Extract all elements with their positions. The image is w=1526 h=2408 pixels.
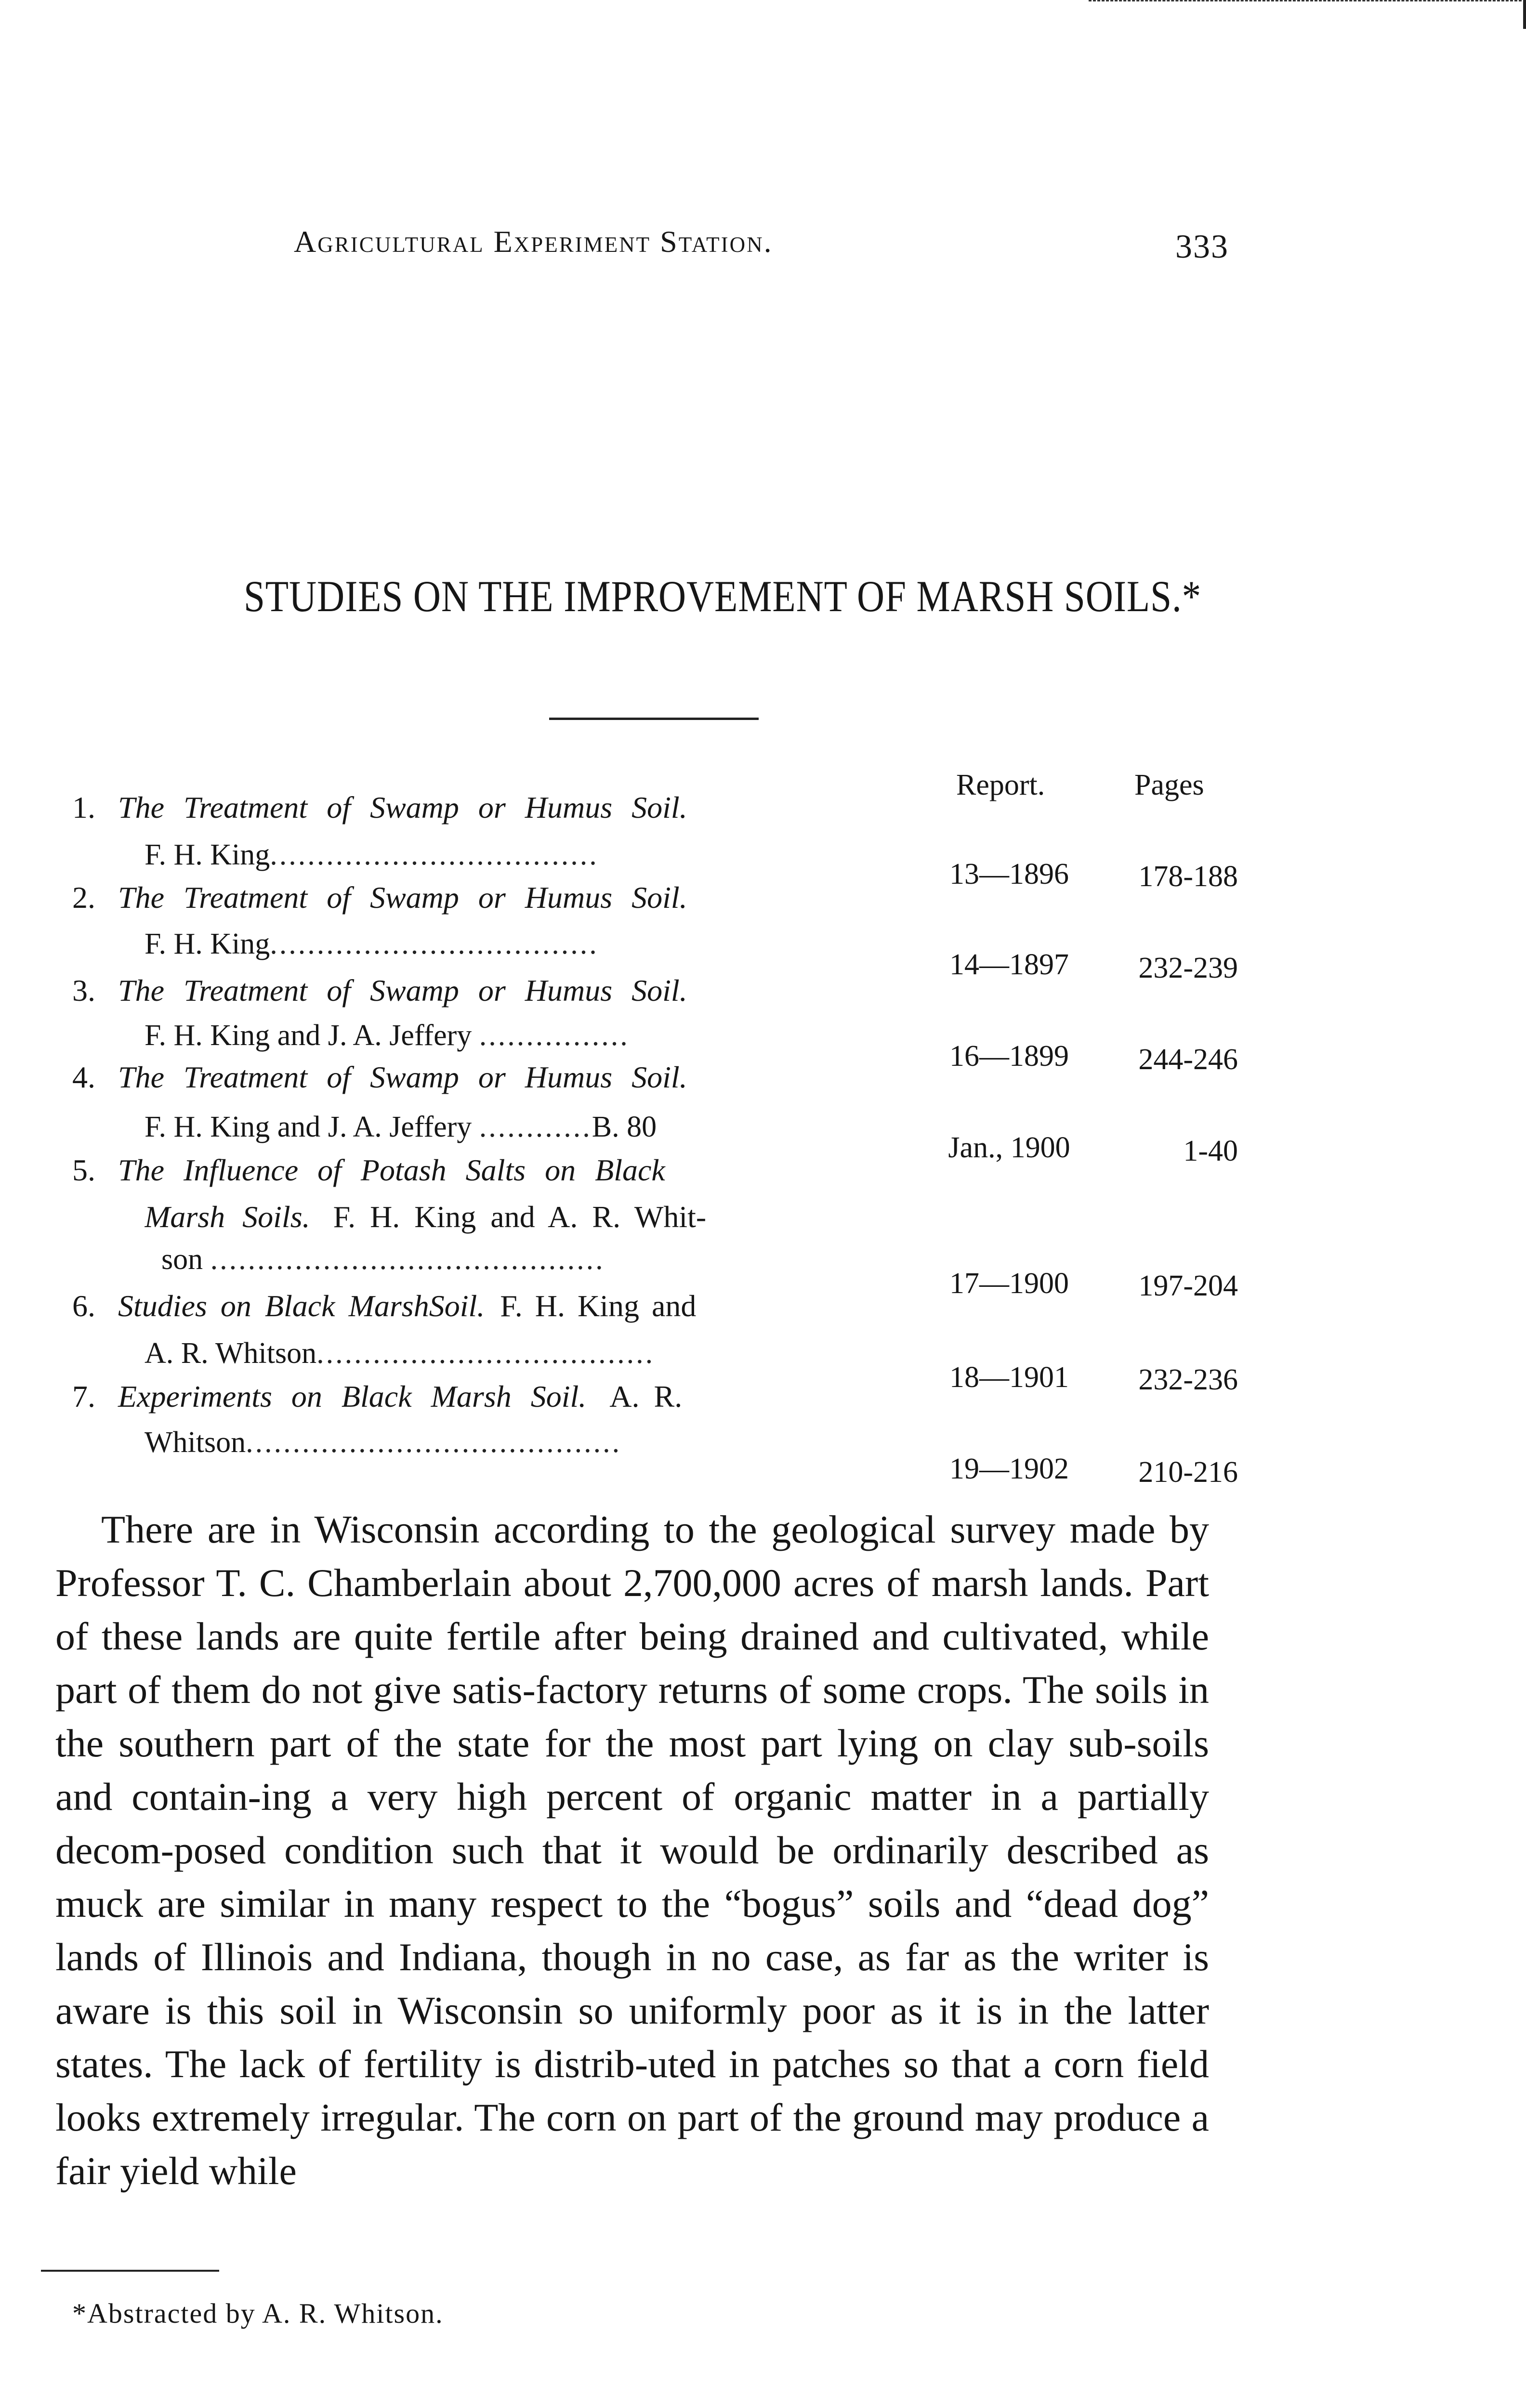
reference-number: 7.	[72, 1379, 95, 1413]
reference-authors: F. H. King	[145, 838, 270, 871]
leader-dots: ............	[479, 1111, 592, 1143]
reference-pages: 210-216	[1138, 1456, 1238, 1489]
reference-pages: 232-239	[1138, 952, 1238, 984]
reference-report: 18—1901	[949, 1361, 1069, 1394]
reference-author-line	[145, 1426, 877, 1460]
reference-title-line	[72, 1152, 872, 1188]
reference-title-line	[72, 973, 872, 1008]
title-divider	[549, 718, 759, 720]
leader-dots: ....................................	[316, 1337, 655, 1370]
reference-authors: F. H. King	[145, 928, 270, 960]
reference-report: 19—1902	[949, 1453, 1069, 1485]
reference-title: The Treatment of Swamp or Humus Soil.	[118, 1060, 687, 1094]
reference-title-line	[72, 790, 872, 825]
reference-number: 1.	[72, 790, 95, 824]
reference-title-line	[72, 1379, 872, 1414]
reference-author-line	[145, 1019, 877, 1053]
reference-authors: F. H. King and J. A. Jeffery	[145, 1111, 472, 1143]
reference-authors-part1: A. R.	[609, 1379, 683, 1413]
reference-pages: 1-40	[1183, 1135, 1238, 1167]
page-number: 333	[1175, 228, 1229, 265]
running-head: Agricultural Experiment Station.	[294, 224, 773, 259]
reference-pages: 197-204	[1138, 1269, 1238, 1302]
reference-title: The Treatment of Swamp or Humus Soil.	[118, 790, 687, 824]
reference-title: Experiments on Black Marsh Soil.	[118, 1379, 587, 1413]
reference-pages: 232-236	[1138, 1363, 1238, 1396]
footnote: *Abstracted by A. R. Whitson.	[72, 2298, 444, 2329]
reference-authors-part1: F. H. King and	[500, 1289, 697, 1323]
reference-title-part2: Marsh Soils.	[145, 1200, 310, 1234]
footnote-divider	[41, 2270, 219, 2272]
reference-report: 13—1896	[949, 858, 1069, 890]
leader-dots: ...................................	[270, 928, 599, 960]
reference-author-line	[145, 1336, 877, 1371]
reference-number: 3.	[72, 973, 95, 1008]
reference-title: The Influence of Potash Salts on Black	[118, 1153, 665, 1187]
leader-dots: ..........................................	[210, 1243, 605, 1276]
report-column-header: Report.	[956, 769, 1045, 801]
reference-title: The Treatment of Swamp or Humus Soil.	[118, 973, 687, 1008]
reference-report: 14—1897	[949, 948, 1069, 981]
reference-author-line	[145, 838, 877, 872]
reference-title-line	[72, 880, 872, 916]
article-title: STUDIES ON THE IMPROVEMENT OF MARSH SOILS.*	[243, 572, 1202, 621]
body-paragraph: There are in Wisconsin according to the geological survey made by Professor T. C. Chamberlain about 2,700,000 acres of marsh lands. Part of these lands are quite fertile after being drained and cultivated, while part of them do not give satis-factory returns of some crops. The soils in the southern part of the state for the most part lying on clay sub-soils and contain-ing a very high percent of organic matter in a partially decom-posed condition such that it would be ordinarily described as muck are similar in many respect to the “bogus” soils and “dead dog” lands of Illinois and Indiana, though in no case, as far as the writer is aware is this soil in Wisconsin so uniformly poor as it is in the latter states. The lack of fertility is distrib-uted in patches so that a corn field looks extremely irregular. The corn on part of the ground may produce a fair yield while	[55, 1507, 1209, 2193]
reference-title-line	[72, 1288, 872, 1324]
scan-edge-rule	[1089, 0, 1526, 3]
pages-column-header: Pages	[1134, 769, 1204, 801]
reference-authors: son	[161, 1243, 203, 1276]
reference-report: 17—1900	[949, 1267, 1069, 1300]
reference-title: Studies on Black MarshSoil.	[118, 1289, 485, 1323]
reference-author-line	[145, 1110, 877, 1144]
reference-number: 6.	[72, 1289, 95, 1323]
reference-pages: 244-246	[1138, 1043, 1238, 1076]
leader-dots: ................	[479, 1019, 630, 1052]
reference-report: Jan., 1900	[948, 1131, 1070, 1164]
reference-report: 16—1899	[949, 1040, 1069, 1073]
reference-author-line	[145, 927, 877, 961]
reference-authors: F. H. King and J. A. Jeffery	[145, 1019, 472, 1052]
page-header	[0, 224, 1526, 277]
reference-number: 2.	[72, 880, 95, 915]
reference-title-continuation	[145, 1199, 877, 1235]
reference-authors: A. R. Whitson	[145, 1337, 317, 1370]
reference-author-line	[161, 1243, 894, 1277]
reference-authors: Whitson	[145, 1426, 246, 1459]
reference-authors-part1: F. H. King and A. R. Whit-	[333, 1200, 707, 1234]
bulletin-number: B. 80	[592, 1111, 657, 1143]
leader-dots: ........................................	[246, 1426, 622, 1459]
reference-title: The Treatment of Swamp or Humus Soil.	[118, 880, 687, 915]
reference-number: 4.	[72, 1060, 95, 1094]
scan-edge-mark	[1523, 0, 1526, 29]
reference-title-line	[72, 1060, 872, 1095]
reference-pages: 178-188	[1138, 860, 1238, 893]
reference-number: 5.	[72, 1153, 95, 1187]
leader-dots: ...................................	[270, 838, 599, 871]
